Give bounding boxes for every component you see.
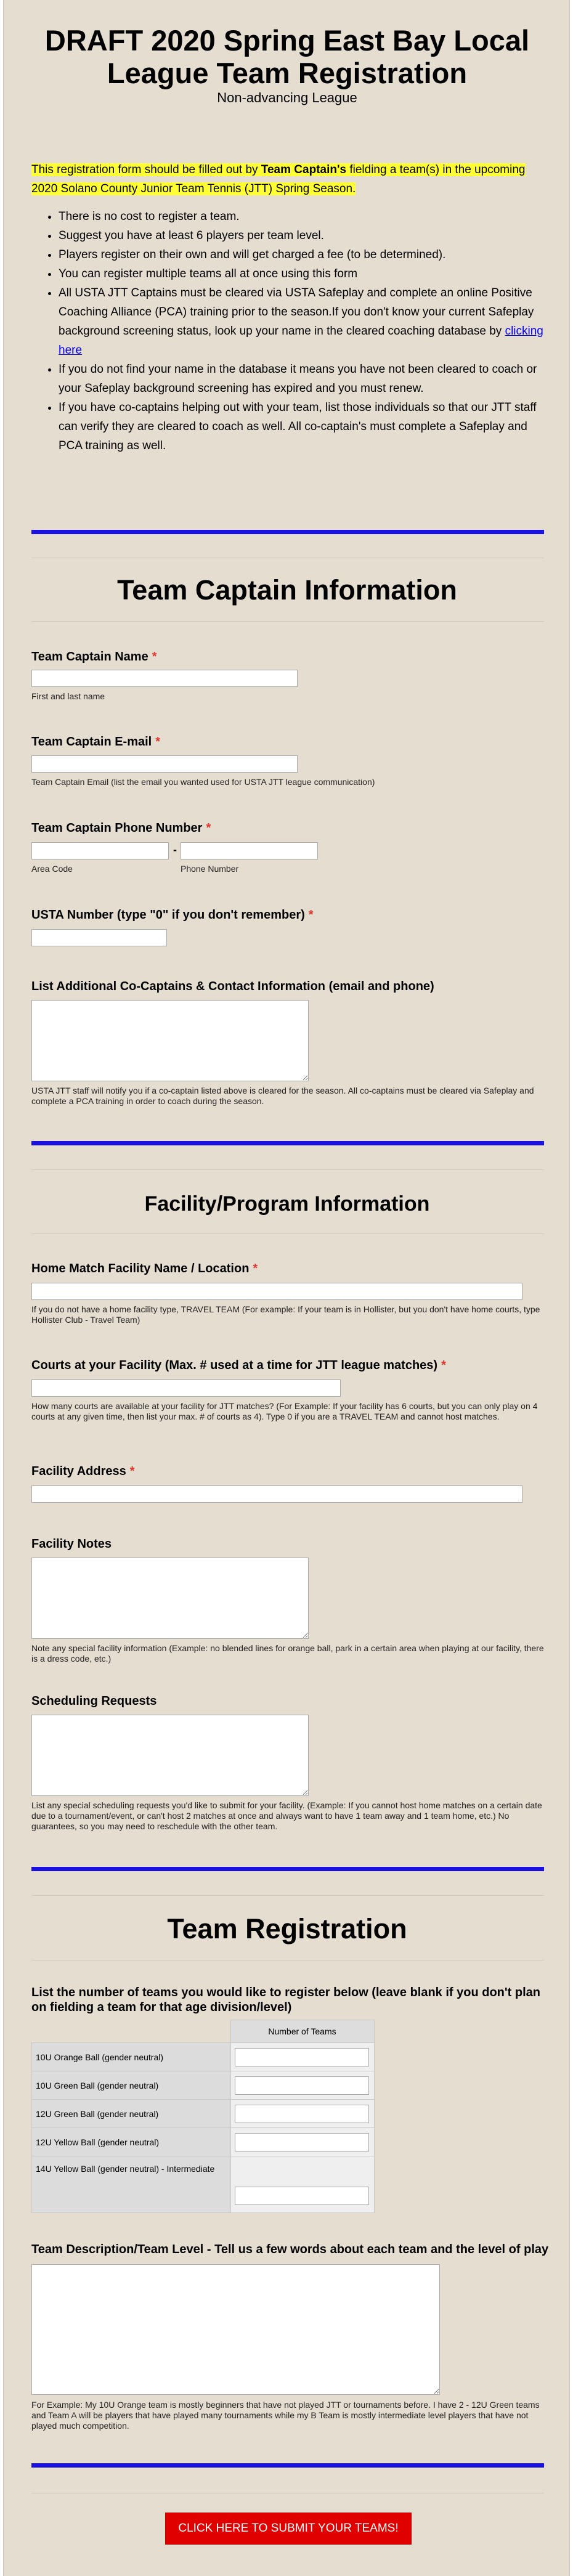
captain-email-input[interactable]: [31, 755, 298, 773]
facility-notes-sublabel: Note any special facility information (Example: no blended lines for orange ball, park in a certain area when playing at our facility, there is a dress code, etc.): [31, 1643, 544, 1664]
table-row: [32, 2043, 375, 2071]
scheduling-sublabel: List any special scheduling requests you'd like to submit for your facility. (Example: If you cannot host home matches on a certain date due to a tournament/event, or can't host 2 matches at once and always want to have 1 team away and 1 team home, etc.) No guarantees, so you may need to reschedule with the other team.: [31, 1800, 542, 1831]
usta-number-input[interactable]: [31, 929, 167, 946]
required-asterisk: *: [152, 650, 157, 664]
list-item: • You can register multiple teams all at once using this form: [59, 264, 547, 283]
section-separator-bar: [31, 2463, 544, 2468]
scheduling-textarea[interactable]: [31, 1715, 309, 1796]
facility-address-input[interactable]: [31, 1485, 522, 1503]
captain-email-label: Team Captain E-mail *: [31, 735, 161, 749]
required-asterisk: *: [206, 821, 211, 835]
clicking-here-link[interactable]: clicking here: [59, 325, 543, 357]
facility-section-title: Facility/Program Information: [144, 1192, 430, 1216]
area-code-sublabel: Area Code: [31, 864, 73, 874]
section-separator-bar: [31, 1141, 544, 1145]
matrix-corner: [32, 2020, 231, 2043]
required-asterisk: *: [441, 1359, 446, 1372]
row-label: 12U Green Ball (gender neutral): [32, 2100, 231, 2128]
row-label: 10U Green Ball (gender neutral): [32, 2071, 231, 2100]
cocaptains-label: List Additional Co-Captains & Contact Information (email and phone): [31, 980, 434, 993]
number-of-teams-header: Number of Teams: [230, 2020, 374, 2043]
table-row: [32, 2100, 375, 2128]
list-item: • If you do not find your name in the database it means you have not been cleared to coach or your Safeplay background screening has expired and you must renew.: [59, 360, 547, 398]
page-subtitle: Non-advancing League: [217, 90, 357, 105]
list-item: • Suggest you have at least 6 players per team level.: [59, 226, 547, 245]
usta-number-label: USTA Number (type "0" if you don't remember) *: [31, 908, 314, 922]
table-row: [32, 2128, 375, 2156]
captain-section-title: Team Captain Information: [117, 574, 457, 606]
required-asterisk: *: [253, 1262, 258, 1275]
table-row: [32, 2071, 375, 2100]
row-label: 14U Yellow Ball (gender neutral) - Intermediate: [32, 2156, 231, 2213]
matrix-cell: [230, 2071, 374, 2100]
team-description-label: Team Description/Team Level - Tell us a few words about each team and the level of play: [31, 2243, 549, 2256]
captain-name-label: Team Captain Name *: [31, 650, 157, 664]
home-facility-sublabel: If you do not have a home facility type, TRAVEL TEAM (For example: If your team is in Hollister, but you don't have home courts, type Hollister Club - Travel Team): [31, 1304, 540, 1325]
captain-phone-label: Team Captain Phone Number *: [31, 821, 211, 835]
home-facility-label: Home Match Facility Name / Location *: [31, 1262, 258, 1275]
matrix-cell: [230, 2100, 374, 2128]
matrix-cell: [230, 2128, 374, 2156]
list-item: • If you have co-captains helping out with your team, list those individuals so that our JTT staff can verify they are cleared to coach as well. All co-captain's must complete a Safeplay and PCA training as well.: [59, 398, 547, 455]
cocaptains-textarea[interactable]: [31, 1000, 309, 1081]
intro-bullet-list: [31, 207, 547, 455]
intro-highlight: This registration form should be filled out by Team Captain's fielding a team(s) in the upcoming 2020 Solano County Junior Team Tennis (JTT) Spring Season.: [31, 163, 526, 195]
row-label: 12U Yellow Ball (gender neutral): [32, 2128, 231, 2156]
section-separator-bar: [31, 1867, 544, 1871]
captain-email-sublabel: Team Captain Email (list the email you wanted used for USTA JTT league communication): [31, 777, 375, 787]
intro-text: [31, 160, 547, 455]
facility-address-label: Facility Address *: [31, 1465, 135, 1478]
submit-button[interactable]: CLICK HERE TO SUBMIT YOUR TEAMS!: [165, 2513, 412, 2545]
table-row: [32, 2156, 375, 2213]
divider: [31, 1895, 544, 1896]
courts-sublabel: How many courts are available at your facility for JTT matches? (For Example: If your facility has 6 courts, but you can only play on 4 courts at any given time, then list your max. # of courts as 4). Type 0 if you are a TRAVEL TEAM and cannot host matches.: [31, 1401, 538, 1421]
teams-label: List the number of teams you would like to register below (leave blank if you don't plan on fielding a team for that age division/level): [31, 1986, 540, 2014]
phone-number-input[interactable]: [181, 842, 318, 859]
12u-yellow-teams-input[interactable]: [235, 2133, 369, 2151]
phone-dash: -: [173, 843, 177, 856]
facility-notes-label: Facility Notes: [31, 1537, 112, 1551]
page-title: DRAFT 2020 Spring East Bay Local League Team Registration: [44, 24, 530, 89]
required-asterisk: *: [308, 908, 314, 922]
list-item: • All USTA JTT Captains must be cleared via USTA Safeplay and complete an online Positive Coaching Alliance (PCA) training prior to the season.If you don't know your current Safeplay background screening status, look up your name in the cleared coaching database by clicking here: [59, 283, 547, 360]
courts-input[interactable]: [31, 1379, 341, 1397]
area-code-input[interactable]: [31, 842, 169, 859]
registration-section-title: Team Registration: [167, 1913, 407, 1944]
captain-name-input[interactable]: [31, 670, 298, 687]
matrix-cell: [230, 2043, 374, 2071]
list-item: • There is no cost to register a team.: [59, 207, 547, 226]
team-description-sublabel: For Example: My 10U Orange team is mostly beginners that have not played JTT or tournaments before. I have 2 - 12U Green teams and Team A will be players that have played many tournaments while my B Team is mostly intermediate level players that have not played much competition.: [31, 2400, 540, 2431]
row-label: 10U Orange Ball (gender neutral): [32, 2043, 231, 2071]
10u-orange-teams-input[interactable]: [235, 2048, 369, 2066]
captain-name-sublabel: First and last name: [31, 691, 105, 701]
phone-number-sublabel: Phone Number: [181, 864, 239, 874]
14u-yellow-teams-input[interactable]: [235, 2187, 369, 2205]
required-asterisk: *: [129, 1465, 135, 1478]
divider: [31, 621, 544, 622]
cocaptains-sublabel: USTA JTT staff will notify you if a co-captain listed above is cleared for the season. All co-captains must be cleared via Safeplay and complete a PCA training in order to coach during the season.: [31, 1086, 534, 1106]
team-description-textarea[interactable]: [31, 2264, 440, 2395]
form-card: [3, 0, 570, 2576]
list-item: • Players register on their own and will get charged a fee (to be determined).: [59, 245, 547, 264]
courts-label: Courts at your Facility (Max. # used at a time for JTT league matches) *: [31, 1359, 446, 1372]
divider: [31, 1233, 544, 1234]
12u-green-teams-input[interactable]: [235, 2105, 369, 2123]
10u-green-teams-input[interactable]: [235, 2076, 369, 2095]
matrix-cell: [230, 2156, 374, 2213]
facility-notes-textarea[interactable]: [31, 1558, 309, 1639]
section-separator-bar: [31, 530, 544, 534]
required-asterisk: *: [155, 735, 161, 749]
home-facility-input[interactable]: [31, 1283, 522, 1300]
divider: [31, 1169, 544, 1170]
scheduling-label: Scheduling Requests: [31, 1694, 157, 1708]
teams-matrix: [31, 2020, 375, 2213]
